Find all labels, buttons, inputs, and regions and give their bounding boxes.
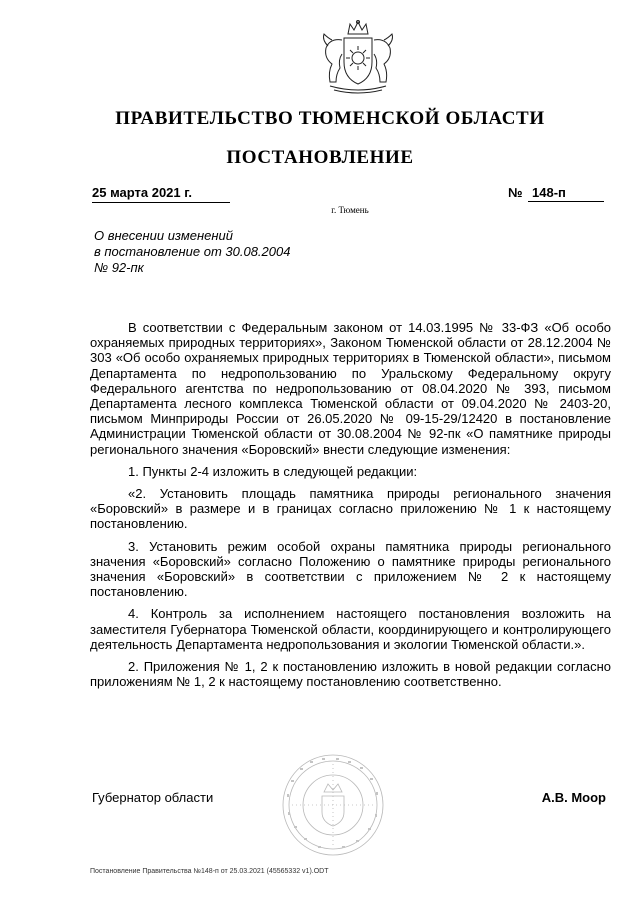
coat-of-arms-icon — [316, 20, 400, 96]
subject-line: О внесении изменений — [94, 228, 233, 243]
body-paragraph: 4. Контроль за исполнением настоящего постановления возложить на заместителя Губернатора Тюменской области, координирующего и контролирующего деятельность Департамента недропользования и экологии Тюменской области.». — [90, 606, 611, 652]
document-city: г. Тюмень — [331, 205, 369, 215]
government-title: ПРАВИТЕЛЬСТВО ТЮМЕНСКОЙ ОБЛАСТИ — [115, 108, 545, 129]
signatory-role: Губернатор области — [92, 790, 214, 805]
subject-line: № 92-пк — [94, 260, 144, 275]
document-body — [90, 320, 611, 696]
document-number-label: № — [508, 185, 523, 200]
body-paragraph: «2. Установить площадь памятника природы регионального значения «Боровский» в размере и в границах согласно приложению № 1 к настоящему постановлению. — [90, 486, 611, 532]
body-paragraph: В соответствии с Федеральным законом от 14.03.1995 № 33-ФЗ «Об особо охраняемых природных территориях», Законом Тюменской области от 28.12.2004 № 303 «Об особо охраняемых природных территориях в Тюменской области», письмом Департамента по недропользованию по Уральскому Федеральному округу Федерального агентства по недропользованию от 08.04.2020 № 393, письмом Департамента лесного комплекса Тюменской области от 09.04.2020 № 2403-20, письмом Минприроды России от 26.05.2020 № 09-15-29/12420 в постановление Администрации Тюменской области от 30.08.2004 № 92-пк «О памятнике природы регионального значения «Боровский» внести следующие изменения: — [90, 320, 611, 457]
subject-line: в постановление от 30.08.2004 — [94, 244, 291, 259]
body-paragraph: 3. Установить режим особой охраны памятника природы регионального значения «Боровский» согласно Положению о памятнике природы регионального значения «Боровский» в соответствии с приложением № 2 к настоящему постановлению. — [90, 538, 611, 600]
document-number: 148-п — [528, 185, 604, 202]
document-subject — [94, 228, 334, 276]
body-paragraph: 2. Приложения № 1, 2 к постановлению изложить в новой редакции согласно приложениям № 1, 2 к настоящему постановлению соответственно. — [90, 659, 611, 690]
document-type: ПОСТАНОВЛЕНИЕ — [226, 147, 414, 168]
signatory-name: А.В. Моор — [541, 790, 606, 805]
body-paragraph: 1. Пункты 2-4 изложить в следующей редакции: — [128, 463, 418, 479]
official-seal-icon — [280, 752, 386, 858]
document-footer: Постановление Правительства №148-п от 25.03.2021 (45565332 v1).ODT — [90, 868, 329, 875]
document-date: 25 марта 2021 г. — [92, 185, 230, 203]
